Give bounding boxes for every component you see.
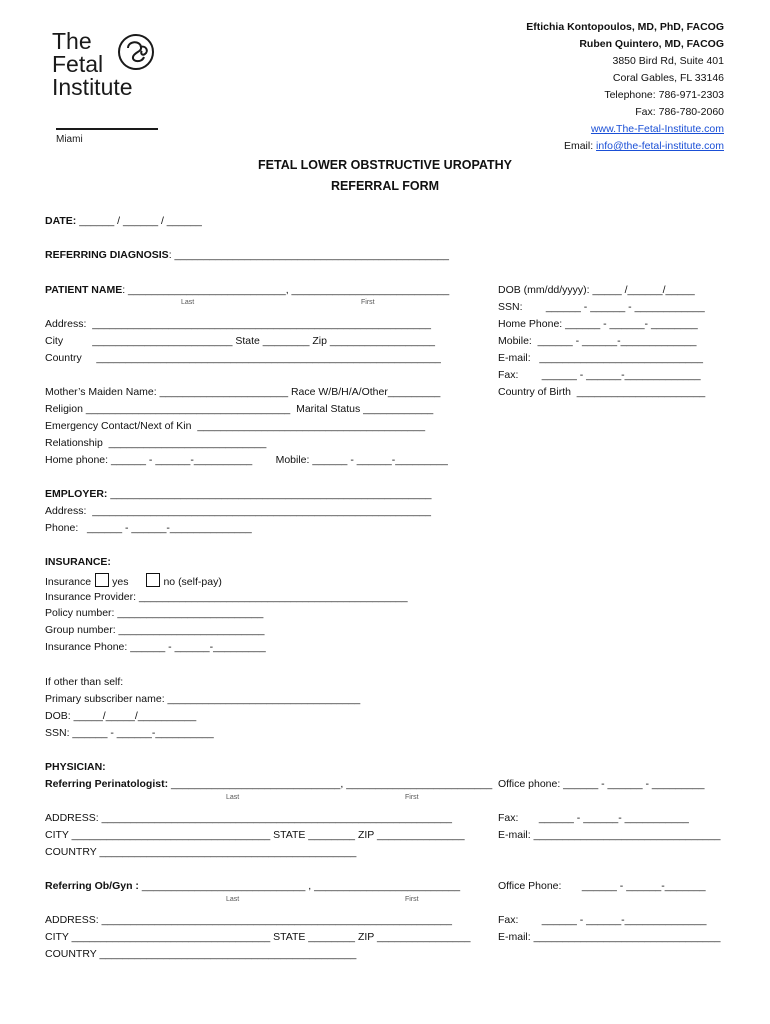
fetus-icon: [116, 32, 156, 72]
ob-email-field[interactable]: E-mail: ________________________________: [498, 931, 721, 943]
primary-subscriber-field[interactable]: Primary subscriber name: _________________________________: [45, 693, 361, 705]
dob-field[interactable]: DOB (mm/dd/yyyy): _____ /______/_____: [498, 284, 695, 296]
peri-fax-field[interactable]: Fax: ______ - ______- ___________: [498, 812, 689, 824]
country-field[interactable]: Country ___________________________________________________________: [45, 352, 441, 364]
doctor-name-2: Ruben Quintero, MD, FACOG: [579, 38, 724, 50]
maiden-race-field[interactable]: Mother’s Maiden Name: ______________________ Race W/B/H/A/Other_________: [45, 386, 441, 398]
peri-first-caption: First: [405, 794, 419, 801]
fetal-institute-logo: [52, 30, 172, 150]
patient-last-caption: Last: [181, 299, 195, 306]
ob-first-caption: First: [405, 896, 419, 903]
physician-heading: PHYSICIAN:: [45, 761, 106, 773]
peri-last-caption: Last: [226, 794, 240, 801]
insurance-provider-field[interactable]: Insurance Provider: ______________________________________________: [45, 591, 408, 603]
peri-city-state-zip-field[interactable]: CITY __________________________________ STATE ________ ZIP _______________: [45, 829, 465, 841]
logo-word-fetal: Fetal: [52, 51, 104, 77]
insurance-yes-checkbox[interactable]: [95, 573, 109, 587]
patient-first-caption: First: [361, 299, 375, 306]
ob-country-field[interactable]: COUNTRY ____________________________________________: [45, 948, 357, 960]
form-subtitle: REFERRAL FORM: [330, 179, 440, 193]
peri-country-field[interactable]: COUNTRY ____________________________________________: [45, 846, 357, 858]
ob-office-phone-field[interactable]: Office Phone: ______ - ______-_______: [498, 880, 706, 892]
insurance-choice-row: Insurance yes no (self-pay): [45, 573, 222, 589]
insurance-heading: INSURANCE:: [45, 556, 111, 568]
patient-name-field[interactable]: PATIENT NAME: ___________________________, ___________________________: [45, 284, 450, 296]
insurance-phone-field[interactable]: Insurance Phone: ______ - ______-_________: [45, 641, 266, 653]
ob-city-state-zip-field[interactable]: CITY __________________________________ STATE ________ ZIP ________________: [45, 931, 471, 943]
peri-office-phone-field[interactable]: Office phone: ______ - ______ - _________: [498, 778, 705, 790]
logo-underline: [56, 128, 158, 130]
diagnosis-field[interactable]: REFERRING DIAGNOSIS: _______________________________________________: [45, 249, 449, 261]
employer-phone-field[interactable]: Phone: ______ - ______-______________: [45, 522, 252, 534]
country-of-birth-field[interactable]: Country of Birth ______________________: [498, 386, 706, 398]
logo-word-institute: Institute: [52, 74, 133, 100]
insurance-no-label: no (self-pay): [163, 576, 222, 588]
other-than-self-label: If other than self:: [45, 676, 124, 688]
employer-address-field[interactable]: Address: __________________________________________________________: [45, 505, 431, 517]
subscriber-ssn-field[interactable]: SSN: ______ - ______-__________: [45, 727, 214, 739]
address-field[interactable]: Address: __________________________________________________________: [45, 318, 431, 330]
fax-right-field[interactable]: Fax: ______ - ______-_____________: [498, 369, 701, 381]
perinatologist-field[interactable]: Referring Perinatologist: _____________________________, _________________________: [45, 778, 493, 790]
ob-last-caption: Last: [226, 896, 240, 903]
emergency-contact-field[interactable]: Emergency Contact/Next of Kin _______________________________________: [45, 420, 426, 432]
relationship-field[interactable]: Relationship ___________________________: [45, 437, 267, 449]
ob-fax-field[interactable]: Fax: ______ - ______-______________: [498, 914, 707, 926]
ob-address-field[interactable]: ADDRESS: ____________________________________________________________: [45, 914, 452, 926]
logo-word-the: The: [52, 28, 92, 54]
home-phone-right-field[interactable]: Home Phone: ______ - ______- ________: [498, 318, 698, 330]
insurance-no-checkbox[interactable]: [146, 573, 160, 587]
telephone: Telephone: 786-971-2303: [604, 89, 724, 101]
policy-number-field[interactable]: Policy number: _________________________: [45, 607, 264, 619]
peri-email-field[interactable]: E-mail: ________________________________: [498, 829, 721, 841]
group-number-field[interactable]: Group number: _________________________: [45, 624, 265, 636]
email-right-field[interactable]: E-mail: ____________________________: [498, 352, 703, 364]
insurance-yes-label: yes: [112, 576, 129, 588]
address-line-1: 3850 Bird Rd, Suite 401: [612, 55, 724, 67]
date-field[interactable]: DATE: ______ / ______ / ______: [45, 215, 202, 227]
city-state-zip-field[interactable]: City ________________________ State ________ Zip __________________: [45, 335, 436, 347]
address-line-2: Coral Gables, FL 33146: [612, 72, 724, 84]
mobile-right-field[interactable]: Mobile: ______ - ______-_____________: [498, 335, 697, 347]
fax: Fax: 786-780-2060: [635, 106, 724, 118]
employer-field[interactable]: EMPLOYER: _______________________________________________________: [45, 488, 432, 500]
home-mobile-phone-field[interactable]: Home phone: ______ - ______-__________ Mobile: ______ - ______-_________: [45, 454, 448, 466]
doctor-name-1: Eftichia Kontopoulos, MD, PhD, FACOG: [526, 21, 724, 33]
form-title: FETAL LOWER OBSTRUCTIVE UROPATHY: [258, 158, 512, 172]
logo-city: Miami: [56, 134, 83, 145]
subscriber-dob-field[interactable]: DOB: _____/_____/__________: [45, 710, 197, 722]
ssn-field[interactable]: SSN: ______ - ______ - ____________: [498, 301, 705, 313]
email-label: Email:: [563, 140, 597, 152]
website-link[interactable]: www.The-Fetal-Institute.com: [590, 123, 724, 135]
peri-address-field[interactable]: ADDRESS: ____________________________________________________________: [45, 812, 452, 824]
religion-marital-field[interactable]: Religion ___________________________________ Marital Status ____________: [45, 403, 434, 415]
contact-header: [526, 19, 724, 155]
obgyn-field[interactable]: Referring Ob/Gyn : ____________________________ , _________________________: [45, 880, 461, 892]
email-link[interactable]: info@the-fetal-institute.com: [596, 140, 724, 152]
